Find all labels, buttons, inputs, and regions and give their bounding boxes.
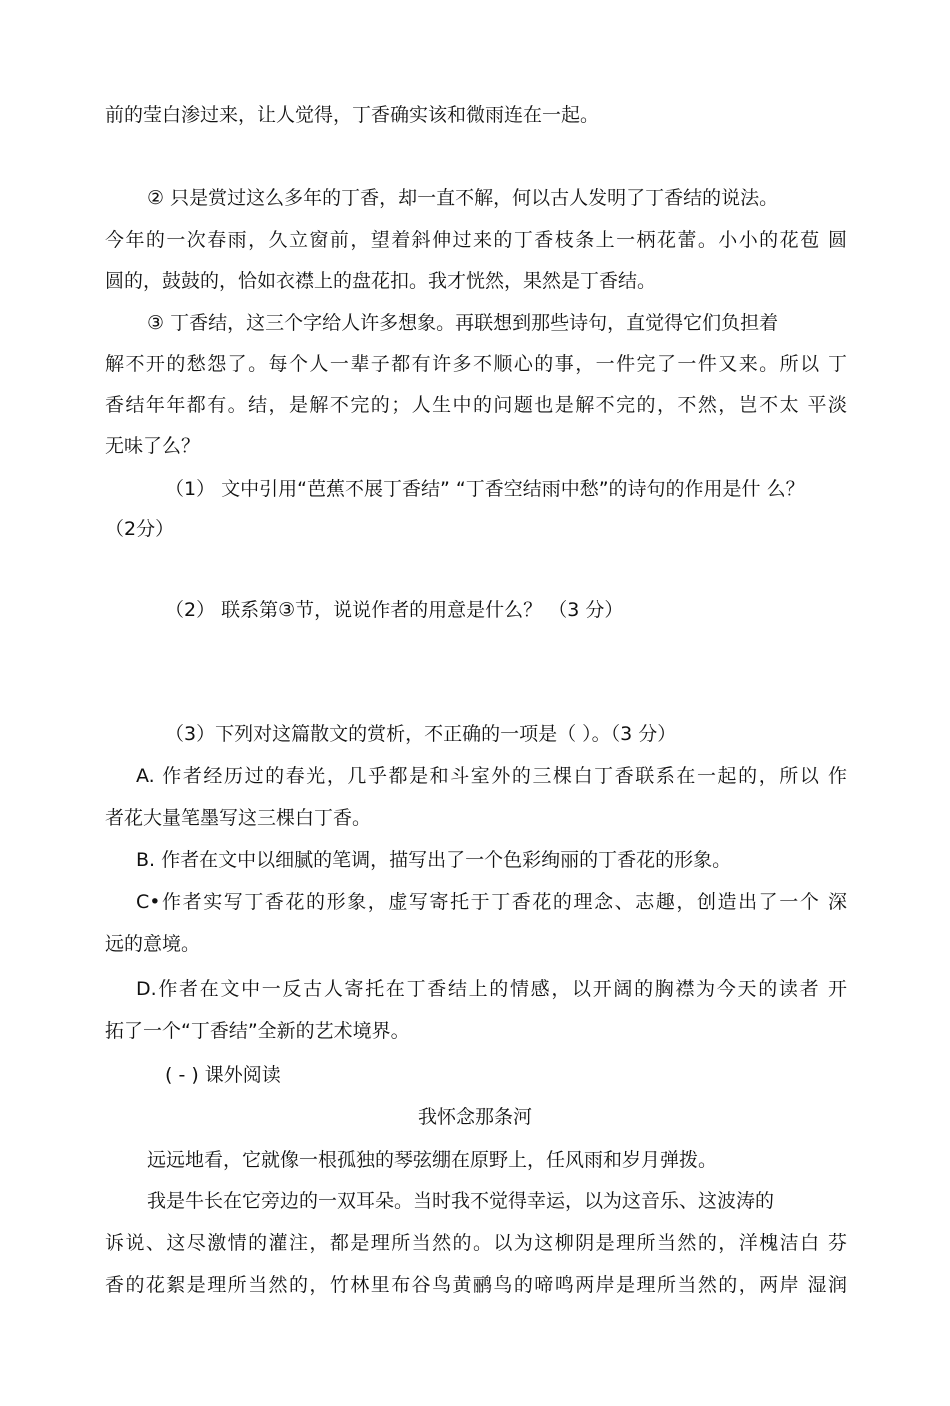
question-2: （2） 联系第③节，说说作者的用意是什么？ （3 分） (165, 599, 624, 621)
section-heading: ( - ) 课外阅读 (165, 1064, 281, 1086)
question-1: （1） 文中引用“芭蕉不展丁香结” “丁香空结雨中愁”的诗句的作用是什 么？ (165, 478, 805, 500)
option-d: D.作者在文中一反古人寄托在丁香结上的情感，以开阔的胸襟为今天的读者 开 (136, 978, 847, 1000)
paragraph-3-line: 香结年年都有。结，是解不完的；人生中的问题也是解不完的，不然，岂不太 平淡 (105, 394, 847, 416)
paragraph-3-line: ③ 丁香结，这三个字给人许多想象。再联想到那些诗句，直觉得它们负担着 (147, 312, 779, 334)
article-paragraph-line: 香的花絮是理所当然的，竹林里布谷鸟黄鹂鸟的啼鸣两岸是理所当然的，两岸 湿润 (105, 1274, 847, 1296)
article-paragraph-line: 诉说、这尽激情的灌注，都是理所当然的。以为这柳阴是理所当然的，洋槐洁白 芬 (105, 1232, 847, 1254)
paragraph-3-line: 解不开的愁怨了。每个人一辈子都有许多不顺心的事，一件完了一件又来。所以 丁 (105, 353, 847, 375)
option-b: B. 作者在文中以细腻的笔调，描写出了一个色彩绚丽的丁香花的形象。 (136, 849, 732, 871)
article-title: 我怀念那条河 (417, 1106, 532, 1128)
article-paragraph-line: 远远地看，它就像一根孤独的琴弦绷在原野上，任风雨和岁月弹拨。 (147, 1149, 718, 1171)
option-a-cont: 者花大量笔墨写这三棵白丁香。 (105, 807, 372, 829)
option-a: A. 作者经历过的春光，几乎都是和斗室外的三棵白丁香联系在一起的，所以 作 (136, 765, 847, 787)
question-3: （3）下列对这篇散文的赏析，不正确的一项是（ ）。（3 分） (165, 723, 677, 745)
paragraph-3-line: 无味了么？ (105, 435, 201, 457)
paragraph-2-line: ② 只是赏过这么多年的丁香，却一直不解，何以古人发明了丁香结的说法。 (147, 187, 779, 209)
option-c: C•作者实写丁香花的形象，虚写寄托于丁香花的理念、志趣，创造出了一个 深 (136, 891, 847, 913)
paragraph-2-line: 今年的一次春雨，久立窗前，望着斜伸过来的丁香枝条上一柄花蕾。小小的花苞 圆 (105, 229, 847, 251)
question-1-score: （2分） (105, 518, 175, 540)
option-c-cont: 远的意境。 (105, 933, 201, 955)
paragraph-2-line: 圆的，鼓鼓的，恰如衣襟上的盘花扣。我才恍然，果然是丁香结。 (105, 270, 657, 292)
paragraph-line: 前的莹白渗过来，让人觉得，丁香确实该和微雨连在一起。 (105, 104, 600, 126)
option-d-cont: 拓了一个“丁香结”全新的艺术境界。 (105, 1020, 410, 1042)
article-paragraph-line: 我是牛长在它旁边的一双耳朵。当时我不觉得幸运，以为这音乐、这波涛的 (147, 1190, 775, 1212)
